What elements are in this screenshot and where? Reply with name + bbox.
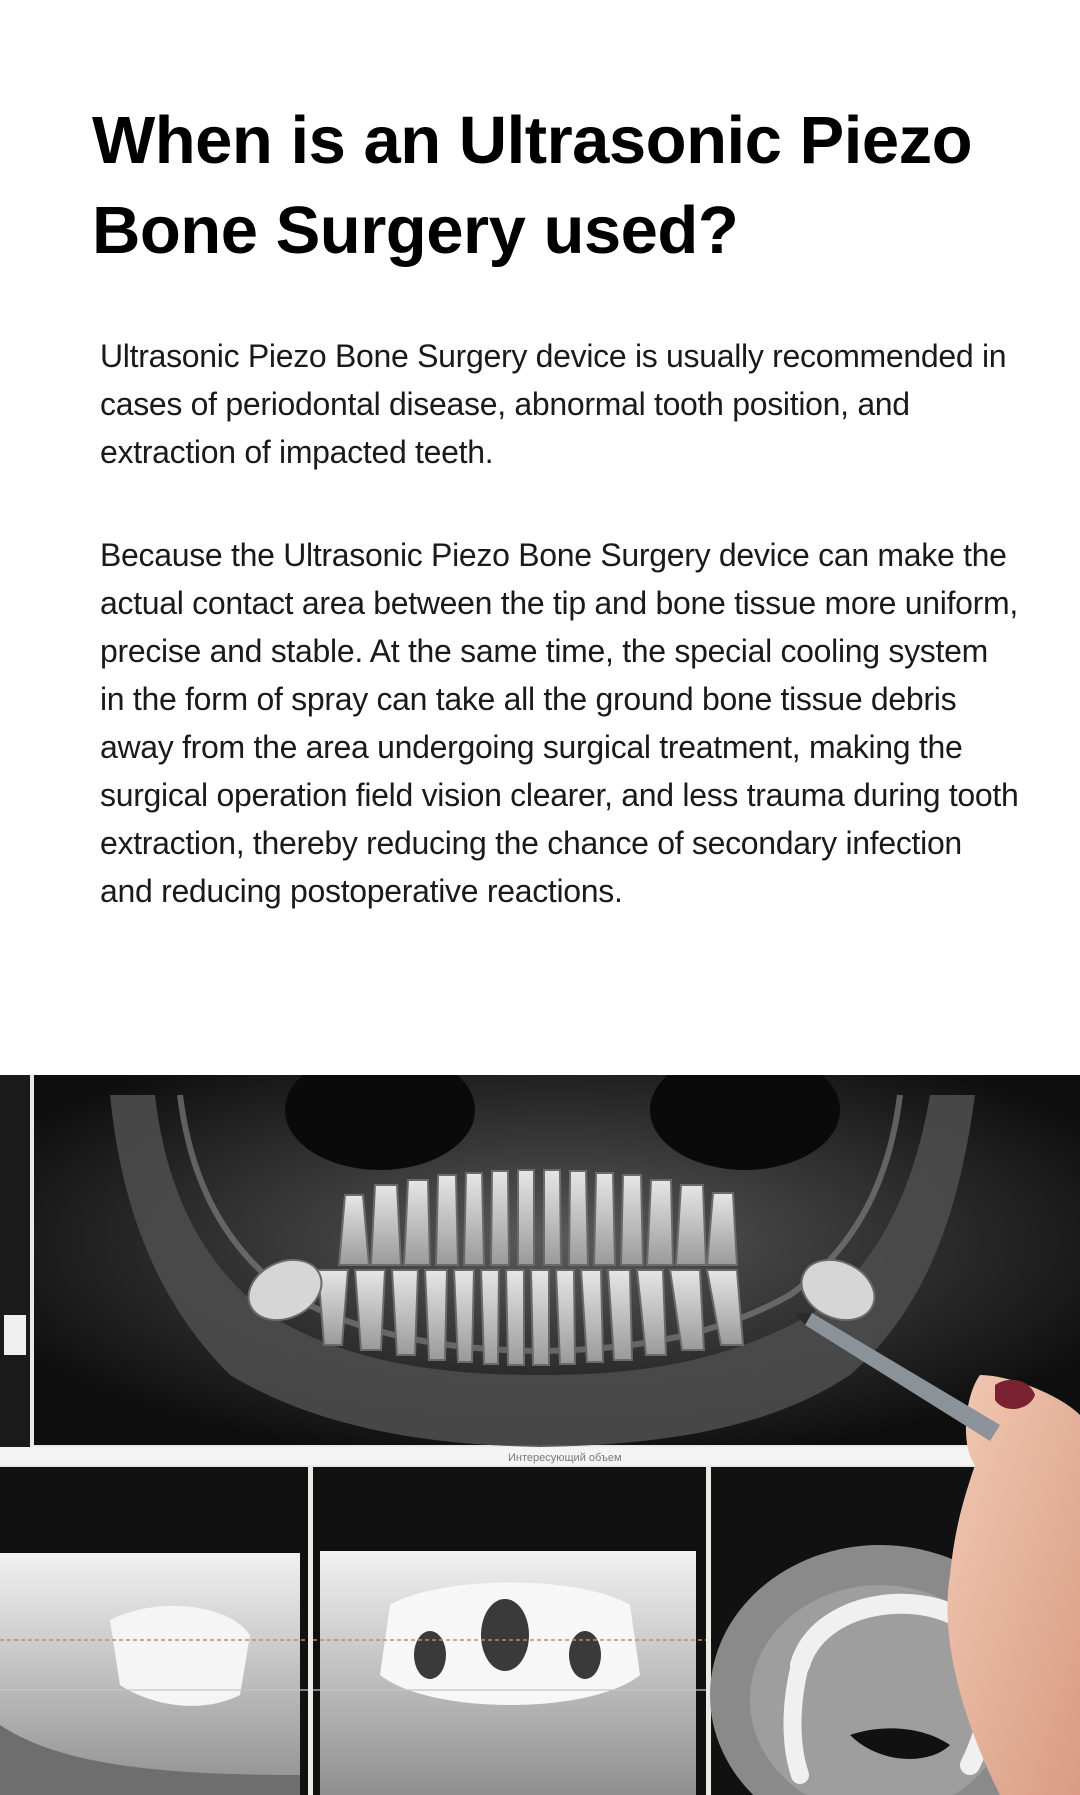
dental-xray-photo <box>0 1075 1080 1795</box>
article-paragraph-1: Ultrasonic Piezo Bone Surgery device is usually recommended in cases of periodontal disease, abnormal tooth position, and extraction of impacted teeth. <box>100 338 1007 470</box>
article-paragraph-2: Because the Ultrasonic Piezo Bone Surgery device can make the actual contact area between the tip and bone tissue more uniform, precise and stable. At the same time, the special cooling system in the form of spray can take all the ground bone tissue debris away from the area undergoing surgical treatment, making the surgical operation field vision clearer, and less trauma during tooth extraction, thereby reducing the chance of secondary infection and reducing postoperative reactions. <box>100 537 1019 909</box>
article-heading: When is an Ultrasonic Piezo Bone Surgery used? <box>92 103 973 268</box>
scan-label: Интересующий объем <box>508 1452 622 1464</box>
